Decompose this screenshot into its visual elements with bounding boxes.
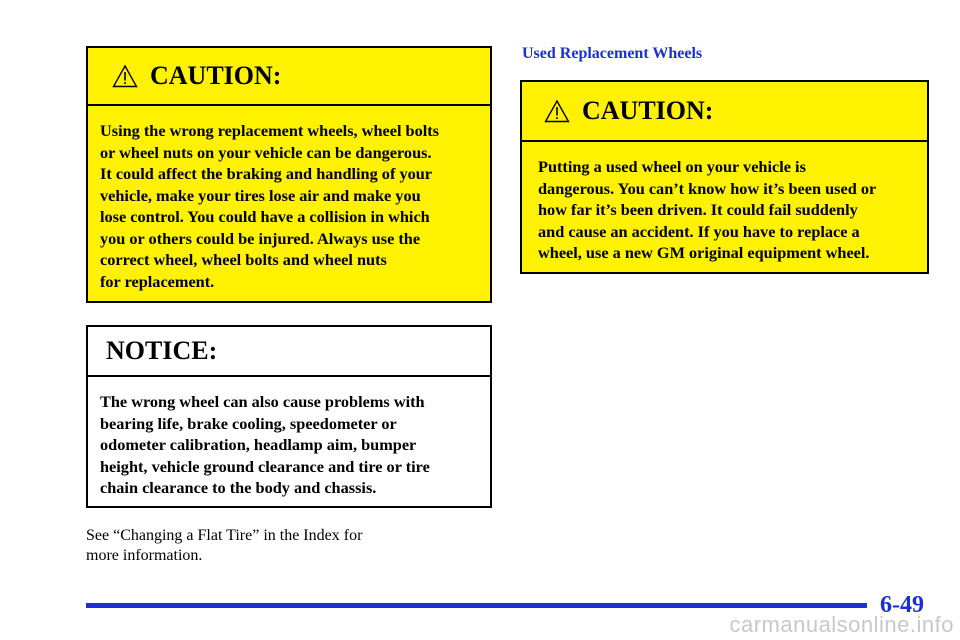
caution-line: Using the wrong replacement wheels, wheel bolts xyxy=(100,121,440,140)
caution-title: CAUTION: xyxy=(150,61,282,90)
notice-title: NOTICE: xyxy=(106,336,218,365)
caution-line: lose control. You could have a collision in which xyxy=(100,207,430,226)
see-also-paragraph xyxy=(86,526,362,566)
caution-box-used-wheels xyxy=(520,80,929,274)
caution-box-wheels xyxy=(86,46,492,303)
see-also-line: See “Changing a Flat Tire” in the Index for xyxy=(86,527,363,544)
warning-triangle-icon xyxy=(544,99,570,123)
caution-line: correct wheel, wheel bolts and wheel nuts xyxy=(100,250,387,269)
warning-triangle-icon xyxy=(112,64,138,88)
caution-header xyxy=(522,82,927,142)
caution-line: dangerous. You can’t know how it’s been used or xyxy=(538,178,877,198)
notice-box xyxy=(86,325,492,508)
caution-text xyxy=(88,106,490,301)
caution-line: you or others could be injured. Always use the xyxy=(100,228,421,248)
notice-line: bearing life, brake cooling, speedometer or xyxy=(100,413,397,433)
page-number: 6-49 xyxy=(880,592,924,618)
caution-line: how far it’s been driven. It could fail suddenly xyxy=(538,200,858,219)
notice-line: The wrong wheel can also cause problems with xyxy=(100,392,425,411)
caution-line: wheel, use a new GM original equipment wheel. xyxy=(538,243,870,262)
see-also-line: more information. xyxy=(86,547,203,564)
notice-line: chain clearance to the body and chassis. xyxy=(100,478,377,497)
caution-title: CAUTION: xyxy=(582,96,714,125)
notice-line: height, vehicle ground clearance and tire or tire xyxy=(100,456,430,476)
watermark: carmanualsonline.info xyxy=(729,612,954,637)
caution-header xyxy=(88,48,490,106)
section-heading: Used Replacement Wheels xyxy=(522,45,703,62)
notice-text xyxy=(88,377,490,499)
caution-line: Putting a used wheel on your vehicle is xyxy=(538,157,806,176)
caution-line: for replacement. xyxy=(100,271,215,291)
caution-line: and cause an accident. If you have to replace a xyxy=(538,221,860,241)
footer-rule xyxy=(86,603,867,608)
caution-text xyxy=(522,142,927,272)
caution-line: It could affect the braking and handling of your xyxy=(100,164,433,183)
notice-line: odometer calibration, headlamp aim, bumper xyxy=(100,435,417,454)
notice-header xyxy=(88,327,490,377)
caution-line: or wheel nuts on your vehicle can be dangerous. xyxy=(100,142,432,162)
caution-line: vehicle, make your tires lose air and make you xyxy=(100,185,421,205)
